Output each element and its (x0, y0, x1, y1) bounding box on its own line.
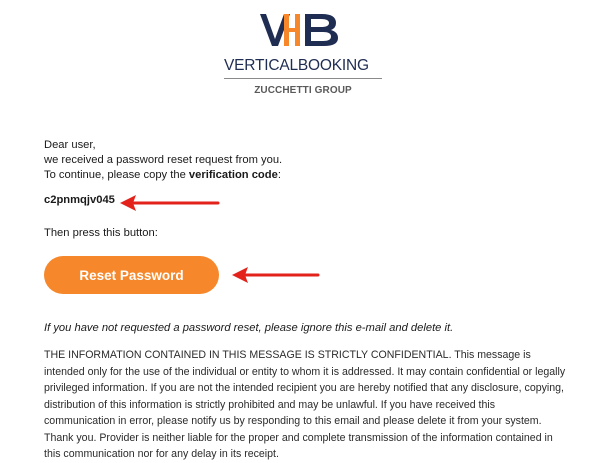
annotation-arrow-icon (118, 194, 220, 212)
instruction-emphasis: verification code (188, 169, 278, 181)
reset-password-button[interactable]: Reset Password (44, 256, 219, 294)
instruction-suffix: : (277, 169, 281, 181)
verification-code: c2pnmqjv045 (44, 194, 115, 206)
disclaimer-line: communication in error, please notify us by responding to this email and please delete it from your system. (44, 415, 542, 427)
disclaimer-line: this communication nor for any delay in its receipt. (44, 448, 279, 460)
greeting: Dear user, (44, 139, 96, 151)
brand-name: VERTICALBOOKING (224, 57, 369, 74)
disclaimer-line: privileged information. If you are not the intended recipient you are hereby notified that any disclosure, copying, (44, 382, 564, 394)
intro-line: we received a password reset request from you. (44, 154, 283, 166)
instruction-prefix: To continue, please copy the (44, 169, 189, 181)
disclaimer-line: THE INFORMATION CONTAINED IN THIS MESSAGE IS STRICTLY CONFIDENTIAL. This message is (44, 349, 531, 361)
press-button-text: Then press this button: (44, 227, 158, 239)
instruction-line (44, 168, 281, 182)
disclaimer-line: distribution of this information is strictly prohibited and may be unlawful. If you have received this (44, 398, 496, 411)
annotation-arrow-icon (230, 266, 320, 284)
verticalbooking-logo (0, 0, 602, 110)
disclaimer-line: intended only for the use of the individual or entity to whom it is addressed. It may contain confidential or legally (44, 365, 566, 378)
brand-group-name: ZUCCHETTI GROUP (254, 85, 352, 96)
disclaimer-line: Thank you. Provider is neither liable for the proper and complete transmission of the information contained in (44, 431, 553, 444)
confidentiality-disclaimer (44, 347, 584, 463)
ignore-note: If you have not requested a password reset, please ignore this e-mail and delete it. (44, 322, 454, 334)
